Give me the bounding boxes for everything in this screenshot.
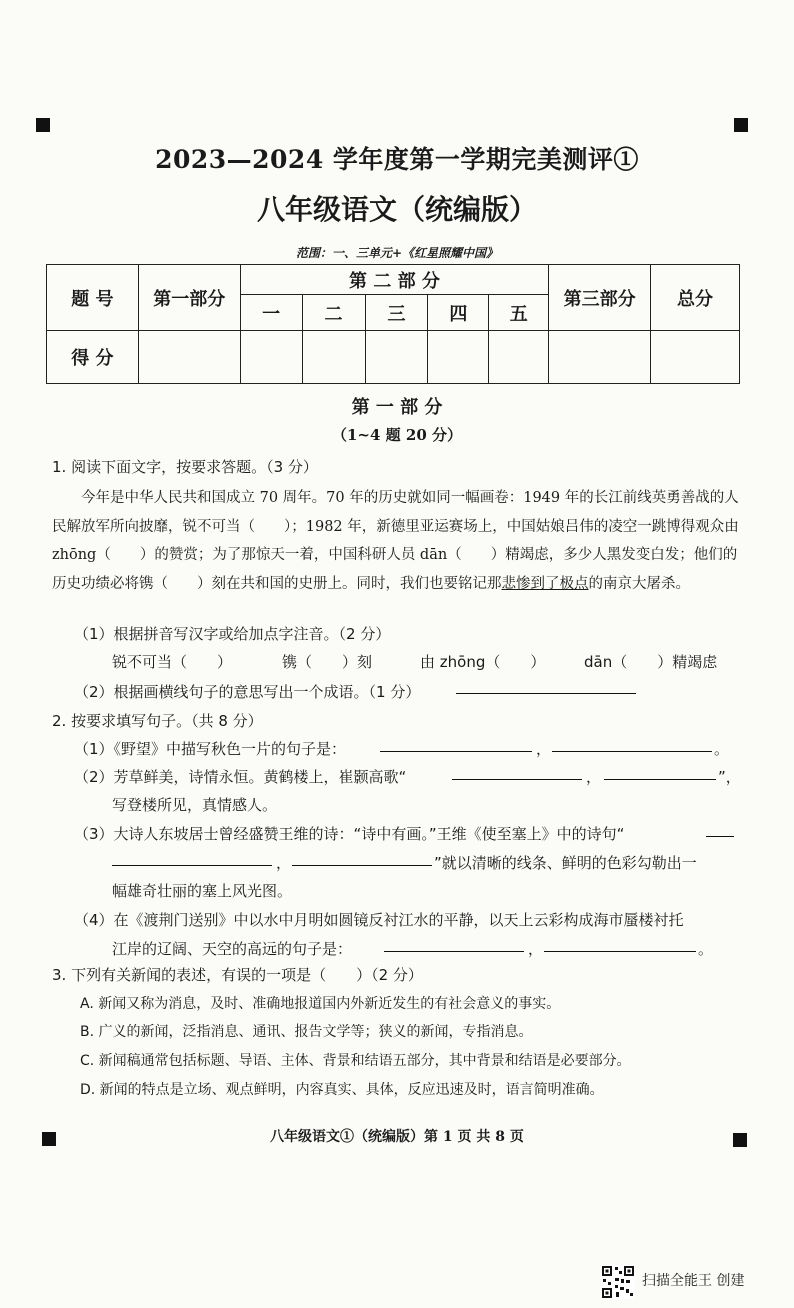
header-part2: 第 二 部 分 — [240, 265, 549, 295]
comma-glyph: ， — [586, 768, 602, 786]
score-cell[interactable] — [240, 331, 302, 384]
header-total: 总分 — [651, 265, 740, 331]
comma-glyph: ， — [536, 740, 552, 758]
answer-blank[interactable] — [604, 765, 716, 780]
q1-item-2: 镌（ ）刻 — [282, 653, 373, 671]
q1-sub2: （2）根据画横线句子的意思写出一个成语。（1 分） — [74, 683, 421, 701]
header-part3: 第三部分 — [549, 265, 651, 331]
score-cell[interactable] — [651, 331, 740, 384]
corner-mark-top-right — [734, 118, 748, 132]
header-item-no: 题 号 — [47, 265, 139, 331]
q1-passage-text: 今年是中华人民共和国成立 70 周年。70 年的历史就如同一幅画卷：1949 年的长江前线英勇善战的人民解放军所向披靡，锐不可当（ ）；1982 年，新德里亚运赛场上，中国姑娘吕伟的凌空一跳博得观众由 zhōng（ ）的赞赏；为了那惊天一着，中国科研人员 dān（ ）精竭虑，多少人黑发变白发；他们的历史功绩必将镌（ ）刻在共和国的史册上。同时，我们也要铭记那 — [52, 490, 739, 592]
q2-s3-end: 幅雄奇壮丽的塞上风光图。 — [112, 882, 293, 900]
q3-option-c[interactable]: C. 新闻稿通常包括标题、导语、主体、背景和结语五部分，其中背景和结语是必要部分。 — [80, 1053, 631, 1069]
score-cell[interactable] — [365, 331, 428, 384]
score-cell[interactable] — [549, 331, 651, 384]
sub-header-2: 二 — [302, 295, 365, 331]
exam-subtitle: 八年级语文（统编版） — [256, 193, 537, 226]
header-part1: 第一部分 — [138, 265, 240, 331]
page-footer: 八年级语文①（统编版）第 1 页 共 8 页 — [270, 1129, 524, 1145]
score-cell[interactable] — [302, 331, 365, 384]
sub-header-1: 一 — [240, 295, 302, 331]
qr-code-icon — [601, 1265, 635, 1299]
answer-blank[interactable] — [706, 822, 734, 837]
q1-stem: 1. 阅读下面文字，按要求答题。（3 分） — [52, 458, 318, 476]
q2-s1: （1）《野望》中描写秋色一片的句子是： — [74, 740, 347, 758]
q1-underlined-phrase: 悲惨到了极点 — [501, 575, 589, 592]
sub-header-3: 三 — [365, 295, 428, 331]
q2-s2-start: （2）芳草鲜美，诗情永恒。黄鹤楼上，崔颢高歌“ — [74, 768, 407, 786]
sub-header-4: 四 — [428, 295, 489, 331]
q1-sub1: （1）根据拼音写汉字或给加点字注音。（2 分） — [74, 625, 391, 643]
score-cell[interactable] — [489, 331, 549, 384]
period-glyph: 。 — [714, 740, 730, 758]
quote-close-glyph: ”， — [718, 768, 741, 786]
score-label: 得 分 — [47, 331, 139, 384]
q1-passage — [52, 484, 740, 598]
corner-mark-top-left — [36, 118, 50, 132]
q1-item-3: 由 zhōng（ ） — [420, 653, 546, 671]
score-cell[interactable] — [428, 331, 489, 384]
scanner-watermark: 扫描全能王 创建 — [642, 1273, 745, 1289]
comma-glyph: ， — [528, 940, 544, 958]
answer-blank[interactable] — [380, 737, 532, 752]
q2-s4-start: （4）在《渡荆门送别》中以水中月明如圆镜反衬江水的平静，以天上云彩构成海市蜃楼衬托 — [74, 911, 684, 929]
q3-option-a[interactable]: A. 新闻又称为消息，及时、准确地报道国内外新近发生的有社会意义的事实。 — [80, 996, 561, 1012]
comma-glyph: ， — [276, 854, 292, 872]
score-cell[interactable] — [138, 331, 240, 384]
period-glyph: 。 — [698, 940, 714, 958]
q2-s2-end: 写登楼所见，真情感人。 — [112, 796, 278, 814]
answer-blank[interactable] — [452, 765, 582, 780]
sub-header-5: 五 — [489, 295, 549, 331]
q2-stem: 2. 按要求填写句子。（共 8 分） — [52, 712, 263, 730]
q2-s3-middle: ”就以清晰的线条、鲜明的色彩勾勒出一 — [434, 854, 697, 872]
answer-blank[interactable] — [544, 937, 696, 952]
q1-item-1: 锐不可当（ ） — [112, 653, 233, 671]
q2-s4-end: 江岸的辽阔、天空的高远的句子是： — [112, 940, 353, 958]
q2-s3-start: （3）大诗人东坡居士曾经盛赞王维的诗：“诗中有画。”王维《使至塞上》中的诗句“ — [74, 825, 625, 843]
section-title: 第 一 部 分 — [351, 397, 443, 418]
q3-option-d[interactable]: D. 新闻的特点是立场、观点鲜明，内容真实、具体，反应迅速及时，语言简明准确。 — [80, 1082, 604, 1098]
answer-blank[interactable] — [456, 679, 636, 694]
q1-passage-end: 的南京大屠杀。 — [588, 575, 690, 592]
exam-title: 2023—2024 学年度第一学期完美测评① — [155, 145, 639, 174]
answer-blank[interactable] — [112, 851, 272, 866]
q3-stem: 3. 下列有关新闻的表述，有误的一项是（ ）（2 分） — [52, 966, 423, 984]
answer-blank[interactable] — [292, 851, 432, 866]
section-subtitle: （1~4 题 20 分） — [332, 426, 462, 444]
score-table — [46, 264, 740, 384]
q3-option-b[interactable]: B. 广义的新闻，泛指消息、通讯、报告文学等；狭义的新闻，专指消息。 — [80, 1024, 533, 1040]
exam-scope: 范围：一、三单元+《红星照耀中国》 — [295, 246, 499, 260]
answer-blank[interactable] — [552, 737, 712, 752]
answer-blank[interactable] — [384, 937, 524, 952]
q1-item-4: dān（ ）精竭虑 — [584, 653, 718, 671]
